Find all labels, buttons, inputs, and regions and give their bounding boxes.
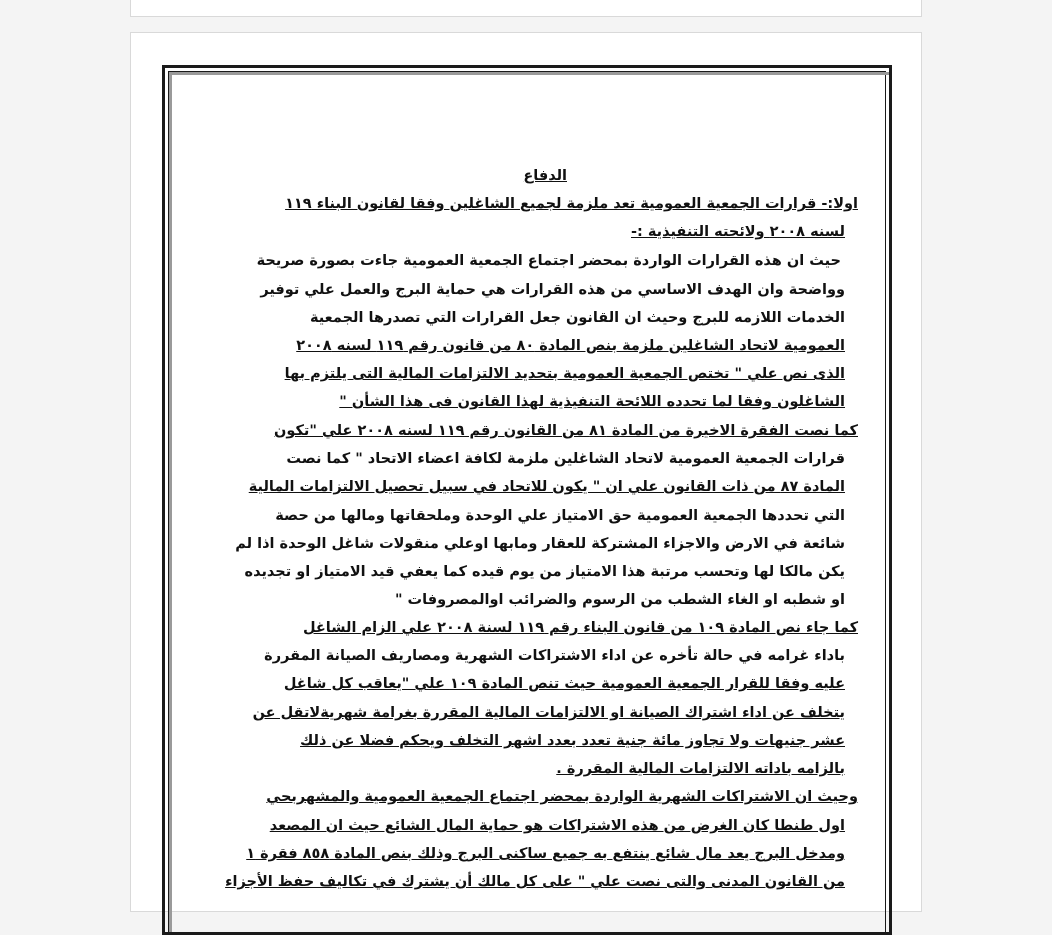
text-line: باداء غرامه في حالة تأخره عن اداء الاشتراكات الشهرية ومصاريف الصيانة المقررة (264, 648, 845, 664)
text-line: وحيث ان الاشتراكات الشهرية الواردة بمحضر اجتماع الجمعية العمومية والمشهربحي (266, 789, 858, 805)
text-line: التي تحددها الجمعية العمومية حق الامتياز علي الوحدة وملحقاتها ومالها من حصة (275, 508, 845, 524)
text-line: الشاغلون وفقا لما تحدده اللائحة التنفيذية لهذا القانون فى هذا الشأن " (339, 394, 845, 410)
text-line: عشر جنيهات ولا تجاوز مائة جنية تعدد بعدد اشهر التخلف ويحكم فضلا عن ذلك (300, 733, 845, 749)
text-line: كما نصت الفقرة الاخيرة من المادة ٨١ من القانون رقم ١١٩ لسنه ٢٠٠٨ علي "تكون (274, 423, 858, 439)
text-line: عليه وفقا للقرار الجمعية العمومية حيث تنص المادة ١٠٩ علي "يعاقب كل شاغل (283, 676, 845, 692)
text-line: اول طنطا كان الغرض من هذه الاشتراكات هو حماية المال الشائع حيث ان المصعد (269, 818, 845, 834)
text-line: حيث ان هذه القرارات الواردة بمحضر اجتماع الجمعية العمومية جاءت بصورة صريحة (256, 253, 841, 269)
text-line: ومدخل البرج يعد مال شائع ينتفع به جميع ساكنى البرج وذلك بنص المادة ٨٥٨ فقرة ١ (246, 846, 845, 862)
text-line: قرارات الجمعية العمومية لاتحاد الشاغلين ملزمة لكافة اعضاء الاتحاد " كما نصت (286, 451, 845, 467)
text-line: العمومية لاتحاد الشاغلين ملزمة بنص المادة ٨٠ من قانون رقم ١١٩ لسنه ٢٠٠٨ (296, 338, 845, 354)
text-line: المادة ٨٧ من ذات القانون علي ان " يكون للاتحاد في سبيل تحصيل الالتزامات المالية (248, 479, 845, 495)
text-line: وواضحة وان الهدف الاساسي من هذه القرارات هي حماية البرج والعمل علي توفير (260, 282, 845, 298)
text-line: كما جاء نص المادة ١٠٩ من قانون البناء رقم ١١٩ لسنة ٢٠٠٨ علي الزام الشاغل (302, 620, 858, 636)
text-line: الذى نص علي " تختص الجمعية العمومية بتحديد الالتزامات المالية التى يلتزم بها (284, 366, 845, 382)
text-line: يتخلف عن اداء اشتراك الصيانة او الالتزامات المالية المقررة بغرامة شهريةلاتقل عن (252, 705, 845, 721)
text-line: لسنه ٢٠٠٨ ولائحته التنفيذية :- (631, 224, 845, 240)
document-title: الدفاع (523, 168, 567, 184)
text-line: من القانون المدنى والتى نصت علي " على كل مالك أن يشترك في تكاليف حفظ الأجزاء (225, 874, 845, 890)
text-line: او شطبه او الغاء الشطب من الرسوم والضرائب اوالمصروفات " (394, 592, 845, 608)
text-line: اولا:- قرارات الجمعية العمومية تعد ملزمة لجميع الشاغلين وفقا لقانون البناء ١١٩ (285, 196, 858, 212)
text-line: بالزامه باداته الالتزامات المالية المقررة . (556, 761, 845, 777)
text-line: شائعة في الارض والاجزاء المشتركة للعقار ومابها اوعلي منقولات شاغل الوحدة اذا لم (235, 536, 845, 552)
text-line: الخدمات اللازمه للبرج وحيث ان القانون جعل القرارات التي تصدرها الجمعية (309, 310, 845, 326)
text-line: يكن مالكا لها وتحسب مرتبة هذا الامتياز من يوم قيده كما يعفي قيد الامتياز او تجديده (244, 564, 845, 580)
